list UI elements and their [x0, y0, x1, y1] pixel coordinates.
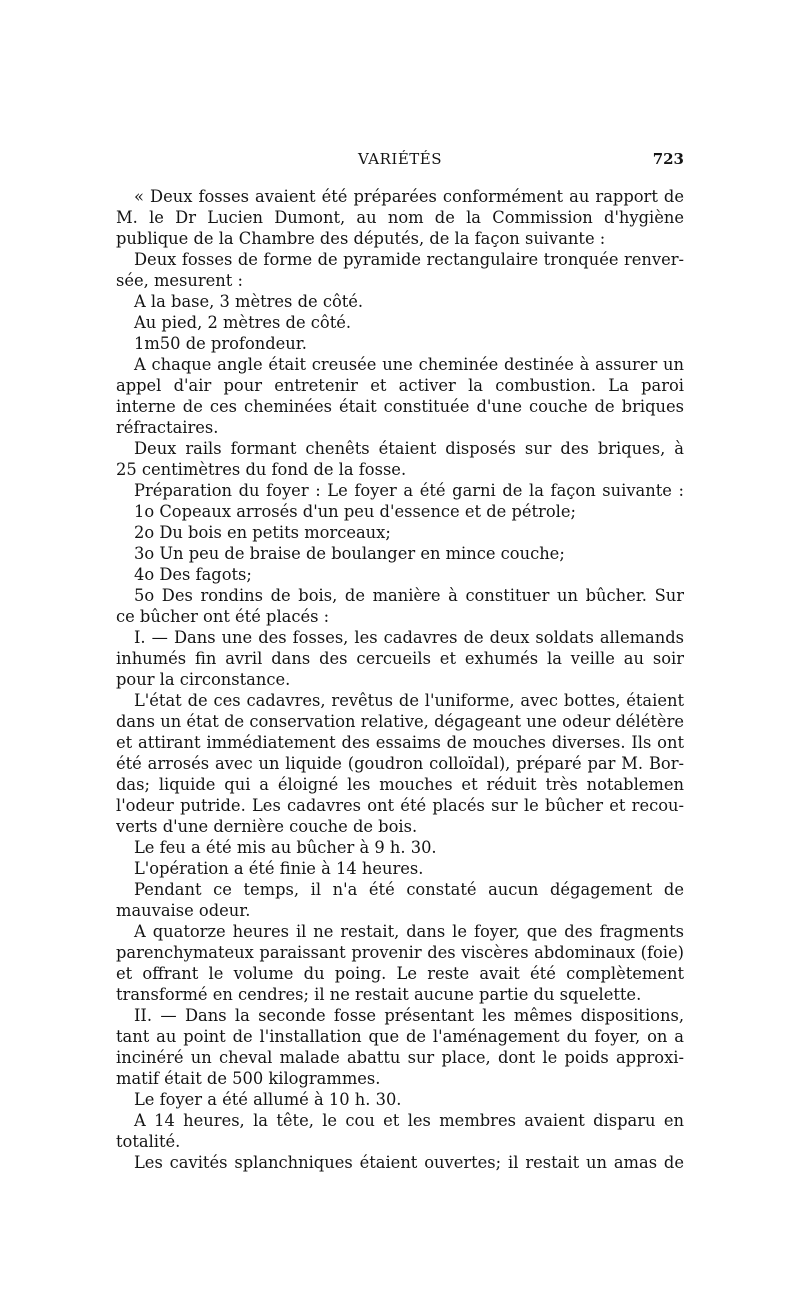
text-line: ce bûcher ont été placés : — [116, 607, 330, 626]
text-line: matif était de 500 kilogrammes. — [116, 1069, 381, 1088]
text-line: totalité. — [116, 1132, 181, 1151]
text-line: Deux rails formant chenêts étaient disposés sur des briques, à — [134, 439, 684, 458]
page-number: 723 — [652, 150, 684, 168]
text-line: tant au point de l'installation que de l'aménagement du foyer, on a — [116, 1027, 684, 1046]
text-line: mauvaise odeur. — [116, 901, 251, 920]
text-line: incinéré un cheval malade abattu sur place, dont le poids approxi- — [116, 1048, 684, 1067]
running-head — [116, 150, 684, 174]
text-line: Au pied, 2 mètres de côté. — [134, 313, 352, 332]
text-line: « Deux fosses avaient été préparées conformément au rapport de — [134, 187, 684, 206]
text-line: Les cavités splanchniques étaient ouvertes; il restait un amas de — [134, 1153, 684, 1172]
text-line: inhumés fin avril dans des cercueils et exhumés la veille au soir — [116, 649, 684, 668]
body-text — [116, 186, 684, 1173]
text-line: Deux fosses de forme de pyramide rectangulaire tronquée renver- — [134, 250, 684, 269]
text-line: A quatorze heures il ne restait, dans le foyer, que des fragments — [134, 922, 684, 941]
text-line: parenchymateux paraissant provenir des viscères abdominaux (foie) — [116, 943, 684, 962]
text-line: 25 centimètres du fond de la fosse. — [116, 460, 407, 479]
text-line: das; liquide qui a éloigné les mouches et réduit très notablemen — [116, 775, 684, 794]
text-line: I. — Dans une des fosses, les cadavres de deux soldats allemands — [134, 628, 684, 647]
text-line: été arrosés avec un liquide (goudron colloïdal), préparé par M. Bor- — [116, 754, 684, 773]
text-line: 2o Du bois en petits morceaux; — [134, 523, 391, 542]
text-line: Le foyer a été allumé à 10 h. 30. — [134, 1090, 402, 1109]
text-line: réfractaires. — [116, 418, 219, 437]
text-line: Le feu a été mis au bûcher à 9 h. 30. — [134, 838, 437, 857]
text-line: sée, mesurent : — [116, 271, 243, 290]
text-line: pour la circonstance. — [116, 670, 291, 689]
text-line: L'état de ces cadavres, revêtus de l'uniforme, avec bottes, étaient — [134, 691, 684, 710]
text-line: et offrant le volume du poing. Le reste avait été complètement — [116, 964, 684, 983]
text-line: 5o Des rondins de bois, de manière à constituer un bûcher. Sur — [134, 586, 684, 605]
text-line: Préparation du foyer : Le foyer a été garni de la façon suivante : — [134, 481, 684, 500]
text-line: appel d'air pour entretenir et activer la combustion. La paroi — [116, 376, 684, 395]
text-line: A 14 heures, la tête, le cou et les membres avaient disparu en — [134, 1111, 684, 1130]
text-line: l'odeur putride. Les cadavres ont été placés sur le bûcher et recou- — [116, 796, 684, 815]
text-line: dans un état de conservation relative, dégageant une odeur délétère — [116, 712, 684, 731]
text-line: 1o Copeaux arrosés d'un peu d'essence et de pétrole; — [134, 502, 576, 521]
text-line: II. — Dans la seconde fosse présentant les mêmes dispositions, — [134, 1006, 684, 1025]
text-line: verts d'une dernière couche de bois. — [116, 817, 418, 836]
text-line: A la base, 3 mètres de côté. — [134, 292, 364, 311]
text-line: A chaque angle était creusée une cheminée destinée à assurer un — [134, 355, 684, 374]
running-title: VARIÉTÉS — [357, 150, 443, 168]
text-line: 4o Des fagots; — [134, 565, 252, 584]
text-line: L'opération a été finie à 14 heures. — [134, 859, 424, 878]
text-line: transformé en cendres; il ne restait aucune partie du squelette. — [116, 985, 642, 1004]
text-line: et attirant immédiatement des essaims de mouches diverses. Ils ont — [116, 733, 684, 752]
text-line: publique de la Chambre des députés, de la façon suivante : — [116, 229, 606, 248]
text-line: interne de ces cheminées était constituée d'une couche de briques — [116, 397, 684, 416]
text-line: 1m50 de profondeur. — [134, 334, 307, 353]
text-line: 3o Un peu de braise de boulanger en mince couche; — [134, 544, 565, 563]
text-line: M. le Dr Lucien Dumont, au nom de la Commission d'hygiène — [116, 208, 684, 227]
text-line: Pendant ce temps, il n'a été constaté aucun dégagement de — [134, 880, 684, 899]
